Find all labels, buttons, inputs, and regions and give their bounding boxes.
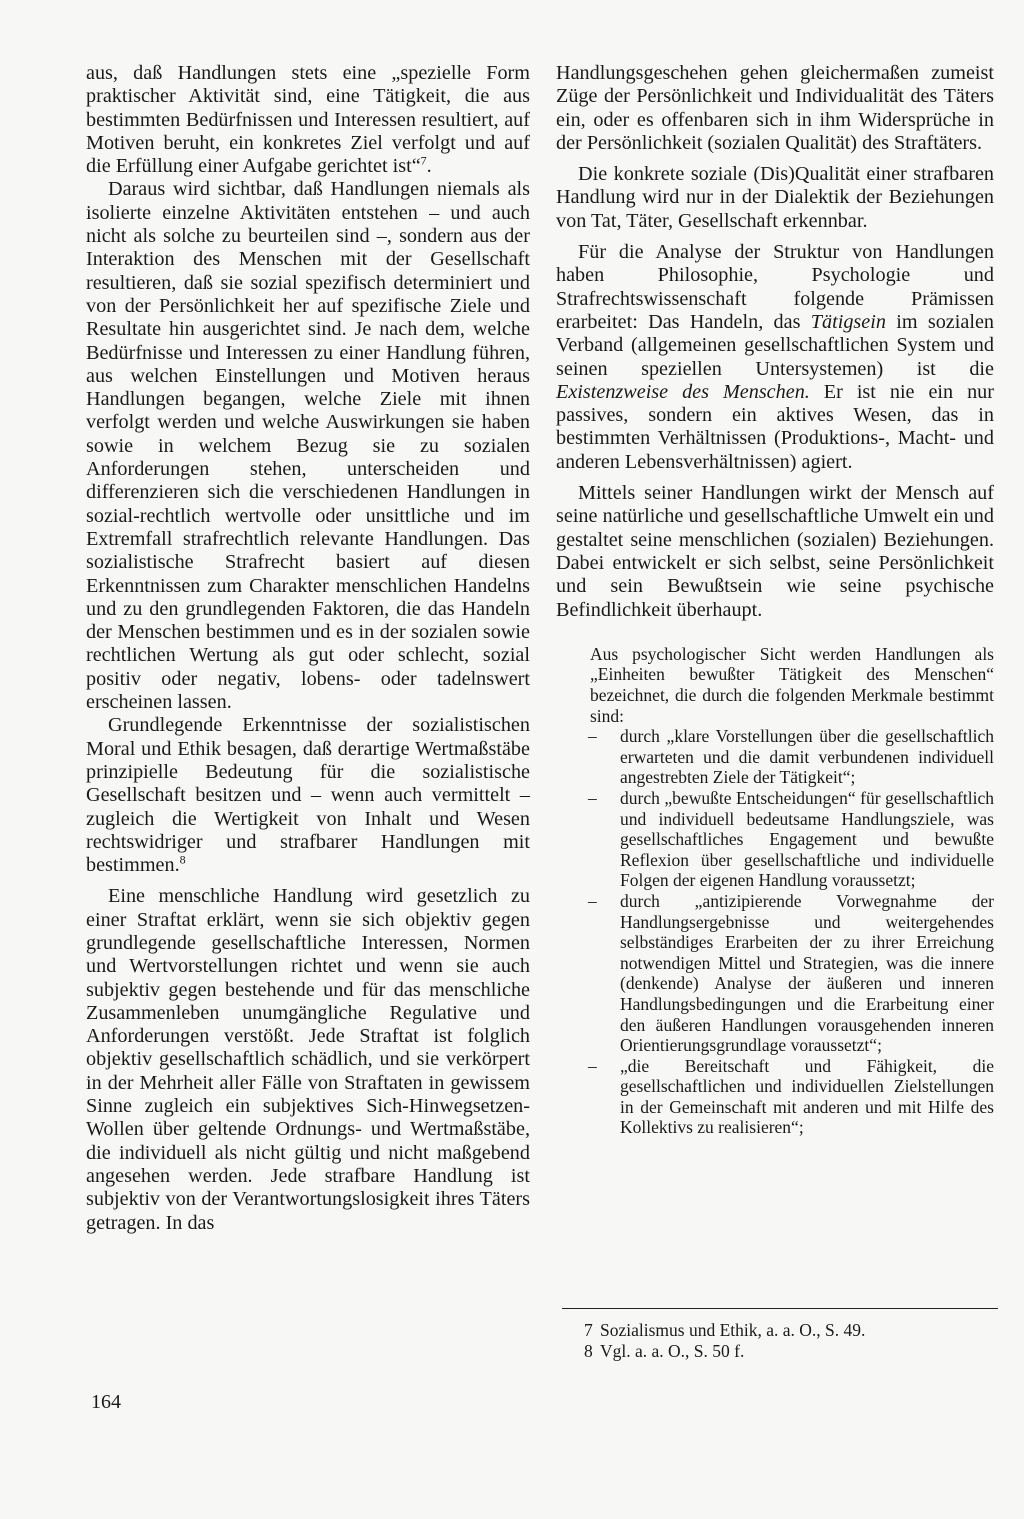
feature-list bbox=[590, 726, 994, 1138]
list-item: – durch „bewußte Entscheidungen“ für gesellschaftlich und individuell bedeutsame Handlungsziele, was gesellschaftliches Engagement und bewußte Reflexion über gesellschaftliche und individuelle Folgen der eigenen Handlung voraussetzt; bbox=[588, 787, 994, 891]
paragraph: Daraus wird sichtbar, daß Handlungen niemals als isolierte einzelne Aktivitäten entstehen – und auch nicht als solche zu beurteilen sind –, sondern aus der Interaktion des Menschen mit der Gesellschaft resultieren, daß sie sozial spezifisch determiniert und von der Persönlichkeit her auf spezifische Ziele und Resultate hin ausgerichtet sind. Je nach dem, welche Bedürfnisse und Interessen zu einer Handlung führen, aus welchen Einstellungen und Motiven heraus Handlungen begangen, welche Ziele mit ihnen verfolgt werden und welche Auswirkungen sie haben sowie in welchem Bezug sie zu sozialen Anforderungen stehen, unterscheiden und differenzieren sich die verschiedenen Handlungen in sozial-rechtlich wertvolle oder unsittliche und im Extremfall strafrechtlich relevante Handlungen. Das sozialistische Strafrecht basiert auf diesen Erkenntnissen zum Charakter menschlichen Handelns und zu den grundlegenden Faktoren, die das Handeln der Menschen bestimmen und es in der sozialen sowie rechtlichen Wertung als gut oder schlecht, sozial positiv oder negativ, lobens- oder tadelnswert erscheinen lassen. bbox=[86, 178, 530, 714]
quote-intro: Aus psychologischer Sicht werden Handlungen als „Einheiten bewußter Tätigkeit des Menschen“ bezeichnet, die durch die folgenden Merkmale bestimmt sind: bbox=[590, 643, 994, 726]
footnotes bbox=[584, 1320, 994, 1362]
emphasis: Tätigsein bbox=[810, 310, 886, 333]
footnote: 7 Sozialismus und Ethik, a. a. O., S. 49. bbox=[584, 1320, 866, 1340]
emphasis: Existenzweise des Menschen. bbox=[556, 380, 810, 403]
paragraph: Mittels seiner Handlungen wirkt der Mensch auf seine natürliche und gesellschaftliche Umwelt ein und gestaltet seine menschlichen (sozialen) Beziehungen. Dabei entwickelt er sich selbst, seine Persönlichkeit und sein Bewußtsein wie seine psychische Befindlichkeit überhaupt. bbox=[556, 482, 994, 621]
paragraph: Handlungsgeschehen gehen gleichermaßen zumeist Züge der Persönlichkeit und Individualität des Täters ein, oder es offenbaren sich in ihm Widersprüche in der Persönlichkeit (sozialen Qualität) des Straftäters. bbox=[556, 62, 994, 154]
page-number: 164 bbox=[91, 1391, 121, 1413]
paragraph: Für die Analyse der Struktur von Handlungen haben Philosophie, Psychologie und Strafrechtswissenschaft folgende Prämissen erarbeitet: Das Handeln, das Tätigsein im sozialen Verband (allgemeinen gesellschaftlichen System und seinen speziellen Untersystemen) ist die Existenzweise des Menschen. Er ist nie ein nur passives, sondern ein aktives Wesen, das in bestimmten Verhältnissen (Produktions-, Macht- und anderen Lebensverhältnissen) agiert. bbox=[556, 241, 994, 473]
footnote-ref: 8 bbox=[179, 852, 186, 867]
paragraph: Eine menschliche Handlung wird gesetzlich zu einer Straftat erklärt, wenn sie sich objektiv gegen grundlegende gesellschaftliche Interessen, Normen und Wertvorstellungen richtet und wenn sie auch subjektiv gegen bestehende und für das menschliche Zusammenleben unumgängliche Regulative und Anforderungen verstößt. Jede Straftat ist folglich objektiv gesellschaftlich schädlich, und sie verkörpert in der Mehrheit aller Fälle von Straftaten in gewissem Sinne zugleich ein subjektives Sich-Hinwegsetzen-Wollen über geltende Ordnungs- und Wertmaßstäbe, die individuell als nicht gültig und nicht maßgebend angesehen werden. Jede strafbare Handlung ist subjektiv von der Verantwortungslosigkeit ihres Täters getragen. In das bbox=[86, 885, 530, 1234]
right-column bbox=[556, 62, 994, 1138]
paragraph: aus, daß Handlungen stets eine „spezielle Form praktischer Aktivität sind, eine Tätigkeit, die aus bestimmten Bedürfnissen und Interessen resultiert, auf Motiven beruht, ein konkretes Ziel verfolgt und auf die Erfüllung einer Aufgabe gerichtet ist“$^7$. bbox=[86, 62, 530, 178]
list-item: – durch „klare Vorstellungen über die gesellschaftlich erwarteten und die damit verbundenen individuell angestrebten Ziele der Tätigkeit“; bbox=[588, 726, 994, 788]
list-item: – „die Bereitschaft und Fähigkeit, die gesellschaftlichen und individuellen Zielstellungen in der Gemeinschaft mit anderen und mit Hilfe des Kollektivs zu realisieren“; bbox=[588, 1055, 994, 1138]
block-quote bbox=[590, 644, 994, 1138]
paragraph: Grundlegende Erkenntnisse der sozialistischen Moral und Ethik besagen, daß derartige Wertmaßstäbe prinzipielle Bedeutung für die sozialistische Gesellschaft besitzen und – wenn auch vermittelt – zugleich die Wertigkeit von Inhalt und Wesen rechtswidriger und strafbarer Handlungen mit bestimmen.$^8$ bbox=[86, 714, 530, 877]
list-item: – durch „antizipierende Vorwegnahme der Handlungsergebnisse und weitergehendes selbständiges Erarbeiten der zu ihrer Erreichung notwendigen Mittel und Strategien, was die innere (denkende) Analyse der äußeren und inneren Handlungsbedingungen und die Erarbeitung einer den äußeren Handlungen vorausgehenden inneren Orientierungsgrundlage voraussetzt“; bbox=[588, 890, 994, 1056]
footnote-ref: 7 bbox=[420, 153, 427, 168]
paragraph: Die konkrete soziale (Dis)Qualität einer strafbaren Handlung wird nur in der Dialektik der Beziehungen von Tat, Täter, Gesellschaft erkennbar. bbox=[556, 163, 994, 232]
left-column bbox=[86, 62, 530, 1235]
footnote-divider bbox=[562, 1308, 998, 1309]
footnote: 8 Vgl. a. a. O., S. 50 f. bbox=[584, 1341, 745, 1361]
